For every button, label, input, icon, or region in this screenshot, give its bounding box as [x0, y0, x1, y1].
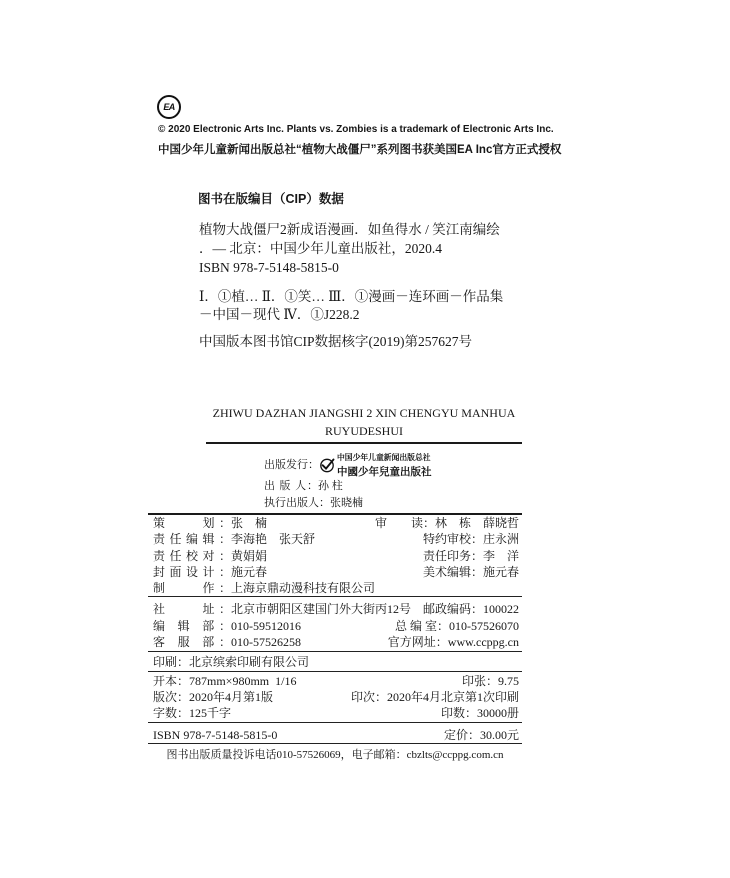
- contact-label: 社 址：: [153, 602, 231, 617]
- pinyin-title-line2: RUYUDESHUI: [325, 424, 403, 438]
- credit-value: 李 洋: [482, 548, 519, 563]
- publisher-logo-line1: 中国少年儿童新闻出版总社: [337, 452, 431, 462]
- cip-line: ．— 北京：中国少年儿童出版社，2020.4: [199, 241, 442, 256]
- credit-row: [153, 515, 519, 531]
- printing-value: 北京缤索印刷有限公司: [189, 654, 310, 669]
- publisher-logo-text: [337, 452, 432, 479]
- contact-value: 100022: [483, 602, 519, 617]
- printing-left: [153, 654, 309, 670]
- contact-label: 编 辑 部：: [153, 618, 231, 633]
- spec-label: 印数：: [440, 706, 477, 721]
- spec-label: 开本：: [153, 674, 190, 689]
- credit-right: [423, 564, 519, 580]
- credit-left: [153, 564, 267, 580]
- specs-section: [148, 672, 522, 724]
- credit-left: [153, 548, 267, 564]
- credit-label: 制 作：: [153, 581, 231, 596]
- credits-section: [148, 515, 522, 597]
- price-right: [444, 727, 519, 743]
- publisher-logo-icon: [319, 457, 335, 473]
- cip-subject-entry: [199, 288, 503, 324]
- pinyin-title-line1: ZHIWU DAZHAN JIANGSHI 2 XIN CHENGYU MANHUA: [212, 406, 516, 420]
- credit-label: 责任印务：: [422, 548, 483, 563]
- credit-value: 施元春: [482, 564, 519, 579]
- contact-value: 010-57526258: [231, 635, 301, 650]
- website-value: www.ccppg.cn: [447, 635, 519, 650]
- contact-value: 北京市朝阳区建国门外大街丙12号: [231, 602, 412, 617]
- contact-left: [153, 601, 411, 618]
- cip-main-entry: [199, 220, 500, 277]
- isbn-price-row: [153, 727, 519, 743]
- ea-logo-text: EA: [163, 102, 175, 112]
- spec-value: 9.75: [498, 674, 519, 689]
- spec-value: 125千字: [189, 706, 232, 721]
- printing-row: [153, 654, 519, 670]
- spec-row: [153, 673, 519, 689]
- credit-label: 责任编辑：: [153, 532, 231, 547]
- publisher-name: 孙 柱: [318, 480, 343, 492]
- credit-left: [153, 531, 315, 547]
- credit-value: 张 楠: [231, 516, 268, 530]
- spec-left: [153, 689, 273, 705]
- credit-label: 特约审校：: [422, 532, 483, 547]
- contact-left: [153, 618, 301, 635]
- credit-value: 施元春: [231, 564, 268, 579]
- contact-label: 邮政编码：: [422, 602, 483, 617]
- printing-label: 印刷：: [153, 654, 190, 669]
- credit-value: 林 栋 薛晓哲: [434, 516, 519, 530]
- contact-row: [153, 618, 519, 635]
- credit-right: [423, 531, 519, 547]
- spec-row: [153, 689, 519, 705]
- credit-value: 庄永洲: [482, 532, 519, 547]
- contact-row: [153, 601, 519, 618]
- contact-right: [388, 634, 519, 651]
- credit-right: [375, 515, 519, 531]
- credit-label: 策 划：: [153, 516, 231, 530]
- publisher-distributor-row: [264, 452, 432, 478]
- contact-value: 010-59512016: [231, 618, 301, 633]
- spec-label: 版次：: [153, 690, 190, 705]
- credit-value: 上海京鼎动漫科技有限公司: [231, 581, 376, 596]
- executive-publisher-row: [264, 495, 363, 511]
- pinyin-title: [206, 404, 522, 440]
- spec-value: 787mm×980mm 1/16: [189, 674, 297, 689]
- contact-label: 客 服 部：: [153, 635, 231, 650]
- credit-label: 审 读：: [374, 516, 435, 530]
- executive-name: 张晓楠: [330, 497, 363, 509]
- spec-label: 字数：: [153, 706, 190, 721]
- contacts-section: [148, 597, 522, 652]
- copyright-notice: © 2020 Electronic Arts Inc. Plants vs. Zombies is a trademark of Electronic Arts Inc.: [158, 124, 554, 135]
- cip-heading: 图书在版编目（CIP）数据: [198, 192, 344, 206]
- contact-right: [423, 601, 519, 618]
- credit-value: 李海艳 张天舒: [231, 532, 316, 547]
- contact-right: [395, 618, 519, 635]
- credit-right: [423, 548, 519, 564]
- cip-record-number: 中国版本图书馆CIP数据核字(2019)第257627号: [199, 334, 472, 349]
- cip-subject-line: －中国－现代 Ⅳ．①J228.2: [199, 307, 360, 322]
- cip-subject-line: Ⅰ．①植… Ⅱ．①笑… Ⅲ．①漫画－连环画－作品集: [199, 289, 504, 304]
- spec-label: 印张：: [461, 674, 498, 689]
- contact-value: 010-57526070: [449, 618, 519, 633]
- distributor-label: 出版发行：: [264, 459, 319, 471]
- spec-row: [153, 705, 519, 721]
- spec-value: 2020年4月第1版: [189, 690, 274, 705]
- price-label: 定价：: [443, 727, 480, 742]
- isbn-price-section: [148, 723, 522, 744]
- title-divider: [206, 442, 522, 444]
- credit-row: [153, 548, 519, 564]
- credit-label: 美术编辑：: [422, 564, 483, 579]
- isbn-value: ISBN 978-7-5148-5815-0: [153, 727, 278, 742]
- contact-label: 总 编 室：: [394, 618, 449, 633]
- spec-left: [153, 705, 231, 721]
- credit-row: [153, 564, 519, 580]
- credit-row: [153, 580, 519, 596]
- cip-line: ISBN 978-7-5148-5815-0: [199, 260, 339, 275]
- spec-right: [441, 705, 519, 721]
- imprint-table: [148, 515, 522, 763]
- credit-row: [153, 531, 519, 547]
- spec-value: 2020年4月北京第1次印刷: [386, 690, 519, 705]
- contact-label: 官方网址：: [387, 635, 448, 650]
- credit-left: [153, 515, 267, 531]
- spec-right: [351, 689, 519, 705]
- publisher-row: [264, 478, 343, 494]
- cip-line: 植物大战僵尸2新成语漫画．如鱼得水 / 笑江南编绘: [199, 222, 500, 237]
- printing-section: [148, 652, 522, 672]
- spec-value: 30000册: [476, 706, 519, 721]
- spec-label: 印次：: [350, 690, 387, 705]
- spec-right: [462, 673, 519, 689]
- contact-row: [153, 634, 519, 651]
- contact-left: [153, 634, 301, 651]
- spec-left: [153, 673, 296, 689]
- ea-logo-icon: [157, 95, 181, 119]
- credit-label: 封面设计：: [153, 564, 231, 579]
- credit-left: [153, 580, 375, 596]
- authorization-notice: 中国少年儿童新闻出版总社“植物大战僵尸”系列图书获美国EA Inc官方正式授权: [158, 144, 562, 156]
- executive-label: 执行出版人：: [264, 497, 330, 509]
- credit-label: 责任校对：: [153, 548, 231, 563]
- publisher-logo-line2: 中國少年兒童出版社: [337, 466, 432, 478]
- publisher-label: 出 版 人：: [264, 480, 318, 492]
- credit-value: 黄娟娟: [231, 548, 268, 563]
- price-value: 30.00元: [479, 727, 519, 742]
- quality-complaint-footer: 图书出版质量投诉电话010-57526069，电子邮箱：cbzlts@ccppg.com.cn: [166, 748, 504, 761]
